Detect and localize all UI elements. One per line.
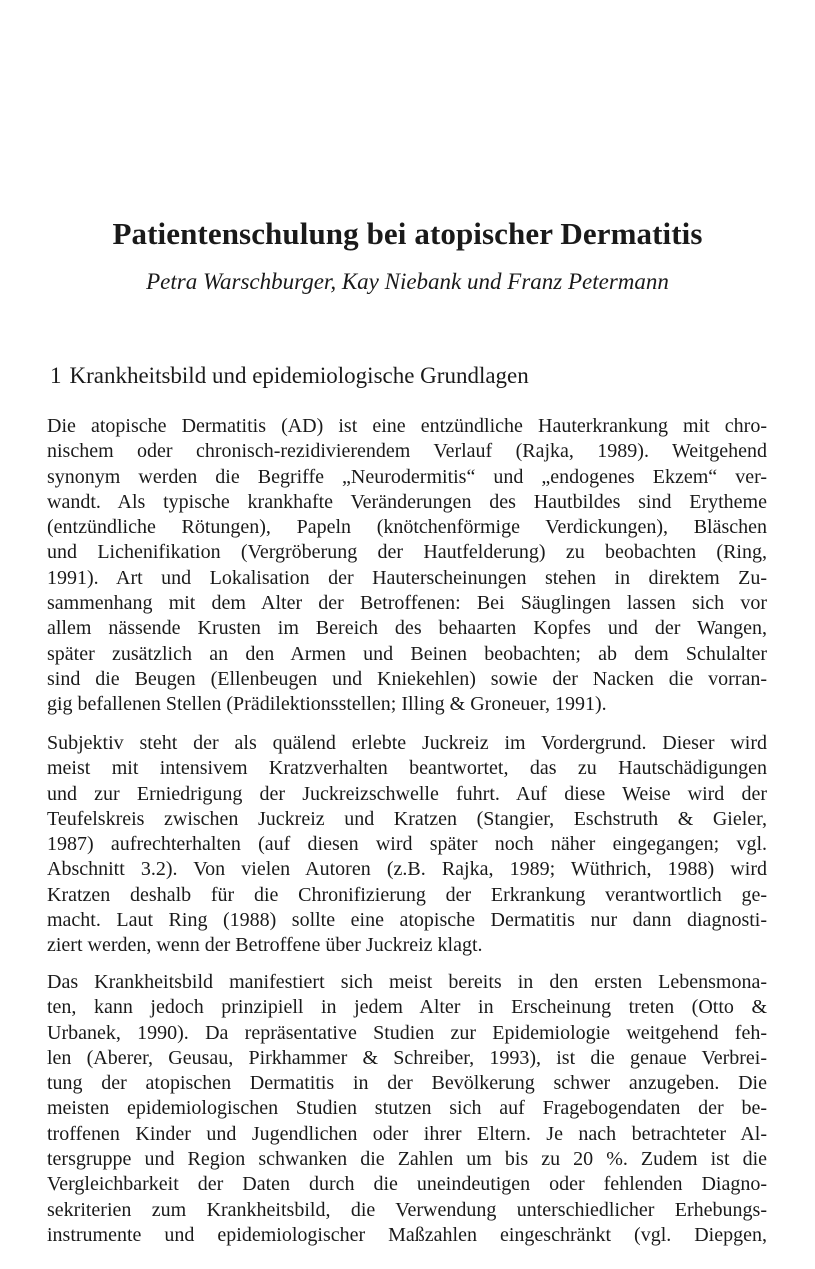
text-line: gig befallenen Stellen (Prädilektionsstellen; Illing & Groneuer, 1991). bbox=[47, 693, 607, 716]
text-line: synonym werden die Begriffe „Neurodermitis“ und „endogenes Ekzem“ ver- bbox=[47, 465, 767, 488]
text-line: meisten epidemiologischen Studien stutzen sich auf Fragebogendaten der be- bbox=[47, 1097, 767, 1120]
text-line: len (Aberer, Geusau, Pirkhammer & Schreiber, 1993), ist die genaue Verbrei- bbox=[47, 1046, 767, 1069]
text-line: macht. Laut Ring (1988) sollte eine atopische Dermatitis nur dann diagnosti- bbox=[47, 909, 767, 932]
text-line: sammenhang mit dem Alter der Betroffenen: Bei Säuglingen lassen sich vor bbox=[47, 592, 767, 615]
text-line: tersgruppe und Region schwanken die Zahlen um bis zu 20 %. Zudem ist die bbox=[47, 1148, 767, 1171]
text-line: Die atopische Dermatitis (AD) ist eine entzündliche Hauterkrankung mit chro- bbox=[47, 415, 767, 437]
text-line: Vergleichbarkeit der Daten durch die uneindeutigen oder fehlenden Diagno- bbox=[47, 1173, 767, 1196]
text-line: und zur Erniedrigung der Juckreizschwelle fuhrt. Auf diese Weise wird der bbox=[47, 782, 767, 805]
text-line: (entzündliche Rötungen), Papeln (knötchenförmige Verdickungen), Bläschen bbox=[47, 516, 767, 539]
text-line: ziert werden, wenn der Betroffene über Juckreiz klagt. bbox=[47, 934, 483, 957]
article-authors: Petra Warschburger, Kay Niebank und Franz Petermann bbox=[146, 269, 669, 294]
section-title: Krankheitsbild und epidemiologische Grundlagen bbox=[69, 363, 529, 388]
text-line: sekriterien zum Krankheitsbild, die Verwendung unterschiedlicher Erhebungs- bbox=[47, 1198, 767, 1221]
text-line: Subjektiv steht der als quälend erlebte Juckreiz im Vordergrund. Dieser wird bbox=[47, 732, 767, 754]
text-line: Das Krankheitsbild manifestiert sich meist bereits in den ersten Lebensmona- bbox=[47, 971, 767, 993]
text-line: Abschnitt 3.2). Von vielen Autoren (z.B. Rajka, 1989; Wüthrich, 1988) wird bbox=[47, 858, 767, 881]
text-line: ten, kann jedoch prinzipiell in jedem Alter in Erscheinung treten (Otto & bbox=[47, 996, 767, 1019]
section-number: 1 bbox=[50, 363, 62, 388]
paragraph-3 bbox=[47, 970, 767, 1248]
section-heading bbox=[50, 360, 529, 392]
text-line: sind die Beugen (Ellenbeugen und Kniekehlen) sowie der Nacken die vorran- bbox=[47, 667, 767, 690]
text-line: wandt. Als typische krankhafte Veränderungen des Hautbildes sind Erytheme bbox=[47, 490, 767, 513]
text-line: instrumente und epidemiologischer Maßzahlen eingeschränkt (vgl. Diepgen, bbox=[47, 1223, 767, 1246]
text-line: meist mit intensivem Kratzverhalten beantwortet, das zu Hautschädigungen bbox=[47, 757, 767, 780]
text-line: später zusätzlich an den Armen und Beinen beobachten; ab dem Schulalter bbox=[47, 642, 767, 665]
text-line: 1991). Art und Lokalisation der Hauterscheinungen stehen in direktem Zu- bbox=[47, 566, 767, 589]
text-line: Urbanek, 1990). Da repräsentative Studien zur Epidemiologie weitgehend feh- bbox=[47, 1021, 767, 1044]
text-line: troffenen Kinder und Jugendlichen oder ihrer Eltern. Je nach betrachteter Al- bbox=[47, 1122, 767, 1145]
text-line: und Lichenifikation (Vergröberung der Hautfelderung) zu beobachten (Ring, bbox=[47, 541, 767, 564]
text-line: tung der atopischen Dermatitis in der Bevölkerung schwer anzugeben. Die bbox=[47, 1072, 767, 1095]
paragraph-2 bbox=[47, 731, 767, 959]
text-line: 1987) aufrechterhalten (auf diesen wird später noch näher eingegangen; vgl. bbox=[47, 833, 767, 856]
paragraph-1 bbox=[47, 414, 767, 718]
article-title: Patientenschulung bei atopischer Dermatitis bbox=[112, 216, 703, 251]
text-line: Teufelskreis zwischen Juckreiz und Kratzen (Stangier, Eschstruth & Gieler, bbox=[47, 807, 767, 830]
text-line: nischem oder chronisch-rezidivierendem Verlauf (Rajka, 1989). Weitgehend bbox=[47, 440, 767, 463]
text-line: allem nässende Krusten im Bereich des behaarten Kopfes und der Wangen, bbox=[47, 617, 767, 640]
text-line: Kratzen deshalb für die Chronifizierung der Erkrankung verantwortlich ge- bbox=[47, 883, 767, 906]
